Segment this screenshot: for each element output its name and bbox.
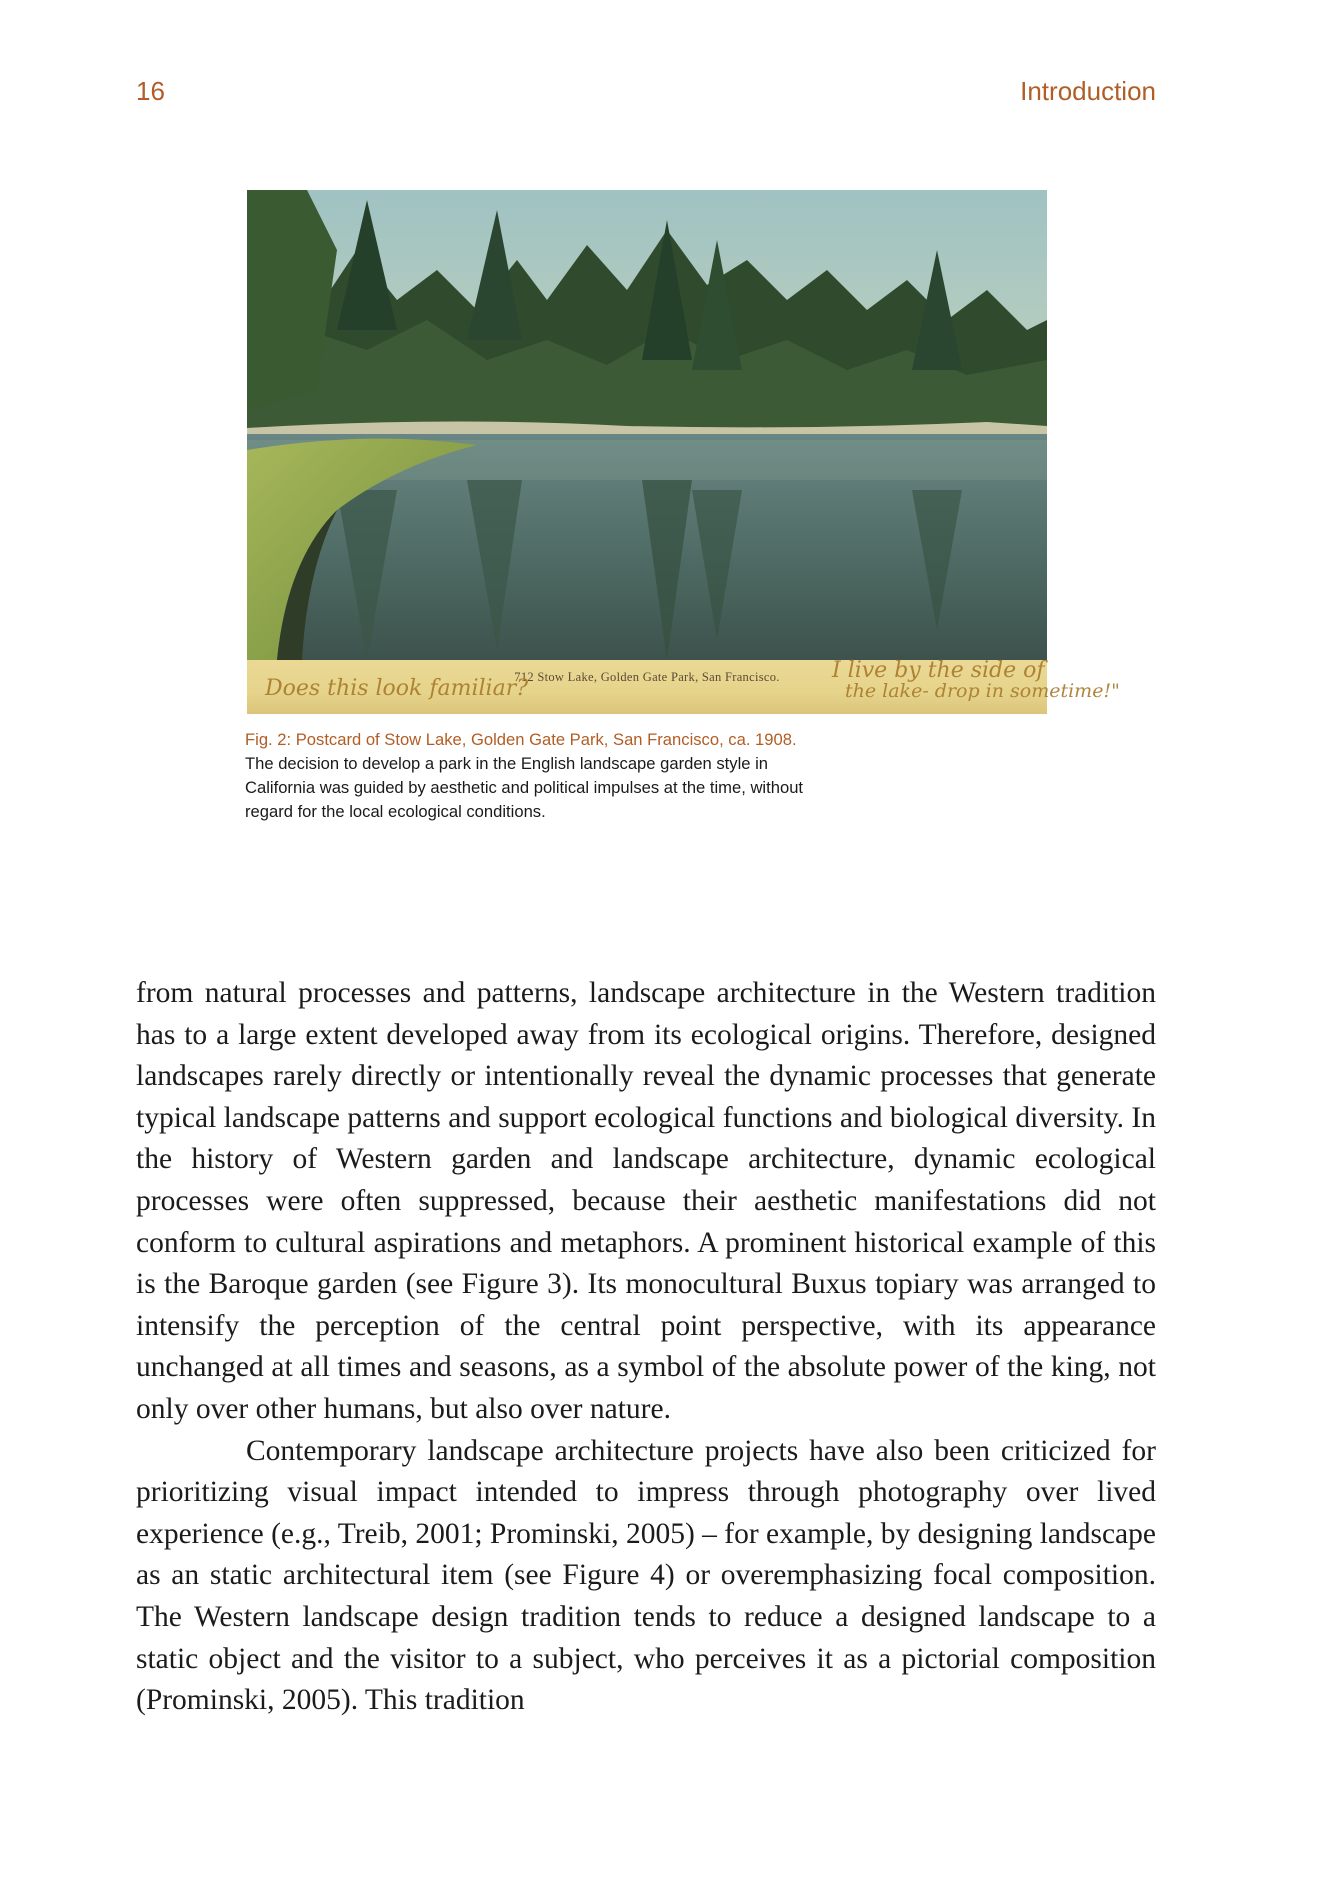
- chapter-title: Introduction: [1020, 76, 1156, 106]
- postcard-handwriting-right-1: I live by the side of: [832, 658, 1045, 683]
- body-text: [136, 973, 1156, 1722]
- figure-caption-text: The decision to develop a park in the English landscape garden style in California was guided by aesthetic and political impulses at the time, without regard for the local ecological conditions.: [245, 754, 804, 821]
- figure-caption: [245, 728, 805, 824]
- page-number: 16: [136, 76, 165, 106]
- postcard-printed-caption: 712 Stow Lake, Golden Gate Park, San Francisco.: [514, 670, 780, 684]
- postcard-handwriting-right-2: the lake- drop in sometime!": [845, 680, 1120, 702]
- running-head: [136, 76, 1156, 116]
- postcard-caption-strip: [247, 658, 1120, 714]
- figure-caption-title: Fig. 2: Postcard of Stow Lake, Golden Gate Park, San Francisco, ca. 1908.: [245, 730, 797, 749]
- postcard-image: [247, 190, 1120, 714]
- body-paragraph-2: Contemporary landscape architecture projects have also been criticized for prioritizing visual impact intended to impress through photography over lived experience (e.g., Treib, 2001; Prominski, 2005) – for example, by designing landscape as an static architectural item (see Figure 4) or overemphasizing focal composition. The Western landscape design tradition tends to reduce a designed landscape to a static object and the visitor to a subject, who perceives it as a pictorial composition (Prominski, 2005). This tradition: [136, 1434, 1156, 1717]
- postcard-handwriting-left: Does this look familiar?: [265, 676, 529, 701]
- body-paragraph-1: from natural processes and patterns, landscape architecture in the Western tradition has to a large extent developed away from its ecological origins. Therefore, designed landscapes rarely directly or intentionally reveal the dynamic processes that generate typical landscape patterns and support ecological functions and biological diversity. In the history of Western garden and landscape architecture, dynamic ecological processes were often suppressed, because their aesthetic manifestations did not conform to cultural aspirations and metaphors. A prominent historical example of this is the Baroque garden (see Figure 3). Its monocultural Buxus topiary was arranged to intensify the perception of the central point perspective, with its appearance unchanged at all times and seasons, as a symbol of the absolute power of the king, not only over other humans, but also over nature.: [136, 977, 1156, 1425]
- postcard-illustration: [247, 190, 1047, 660]
